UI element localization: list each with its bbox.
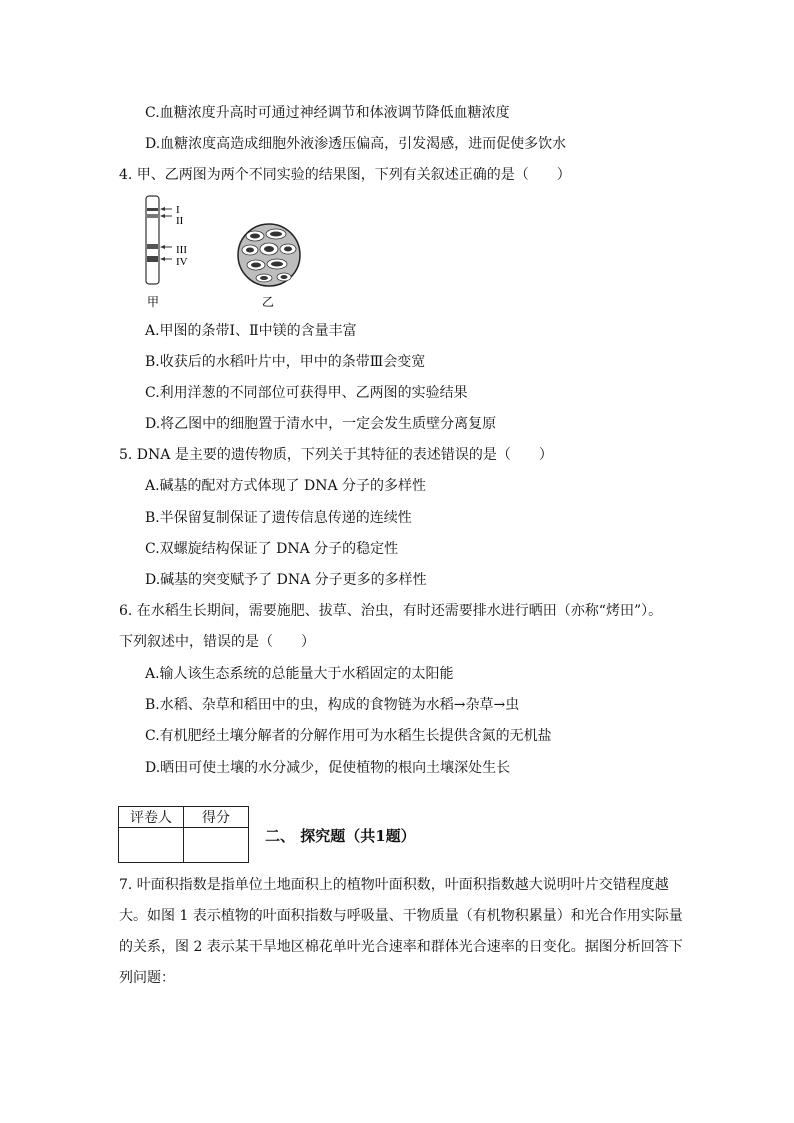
q7-line1: 7. 叶面积指数是指单位土地面积上的植物叶面积数，叶面积指数越大说明叶片交错程度越: [119, 877, 669, 893]
q3-option-d: D.血糖浓度高造成细胞外液渗透压偏高，引发渴感，进而促使多饮水: [145, 136, 567, 152]
band-3-mark: [147, 244, 158, 249]
q6-option-d: D.晒田可使土壤的水分减少，促使植物的根向土壤深处生长: [145, 760, 511, 776]
q7-line4: 列问题：: [119, 970, 175, 986]
score-cell[interactable]: [184, 828, 249, 863]
q5-option-a: A.碱基的配对方式体现了 DNA 分子的多样性: [145, 478, 427, 494]
figure-label-jia: 甲: [147, 295, 160, 309]
grader-header: 评卷人: [119, 807, 184, 828]
q4-option-b: B.收获后的水稻叶片中，甲中的条带Ⅲ会变宽: [145, 354, 426, 370]
band-1-label: I: [176, 204, 180, 216]
q4-figure: [138, 192, 318, 312]
q5-option-d: D.碱基的突变赋予了 DNA 分子更多的多样性: [145, 572, 427, 588]
q6-stem-line1: 6. 在水稻生长期间，需要施肥、拔草、治虫，有时还需要排水进行晒田（亦称“烤田”）。: [119, 603, 663, 619]
q6-option-c: C.有机肥经土壤分解者的分解作用可为水稻生长提供含氮的无机盐: [145, 728, 552, 744]
band-2-label: II: [176, 215, 184, 227]
q6-option-a: A.输人该生态系统的总能量大于水稻固定的太阳能: [145, 666, 454, 682]
q4-option-d: D.将乙图中的细胞置于清水中，一定会发生质壁分离复原: [145, 416, 497, 432]
grade-table: [118, 806, 249, 863]
q4-figure-svg: [138, 192, 318, 312]
q4-stem: 4. 甲、乙两图为两个不同实验的结果图，下列有关叙述正确的是（ ）: [119, 167, 571, 183]
q4-option-c: C.利用洋葱的不同部位可获得甲、乙两图的实验结果: [145, 385, 468, 401]
q7-line2: 大。如图 1 表示植物的叶面积指数与呼吸量、干物质量（有机物积累量）和光合作用实际量: [119, 908, 683, 924]
q3-option-c: C.血糖浓度升高时可通过神经调节和体液调节降低血糖浓度: [145, 105, 510, 121]
q7-line3: 的关系，图 2 表示某干旱地区棉花单叶光合速率和群体光合速率的日变化。据图分析回答下: [119, 939, 683, 955]
figure-label-yi: 乙: [262, 295, 275, 309]
score-header: 得分: [184, 807, 249, 828]
q5-option-b: B.半保留复制保证了遗传信息传递的连续性: [145, 510, 412, 526]
band-2-mark: [147, 214, 158, 218]
band-1-mark: [147, 208, 158, 211]
q6-stem-line2: 下列叙述中，错误的是（ ）: [119, 634, 315, 650]
q5-stem: 5. DNA 是主要的遗传物质，下列关于其特征的表述错误的是（ ）: [119, 447, 553, 463]
section-title: 二、 探究题（共1题）: [265, 827, 416, 845]
band-4-mark: [147, 256, 158, 262]
q6-option-b: B.水稻、杂草和稻田中的虫，构成的食物链为水稻→杂草→虫: [145, 697, 520, 713]
grader-cell[interactable]: [119, 828, 184, 863]
q5-option-c: C.双螺旋结构保证了 DNA 分子的稳定性: [145, 541, 399, 557]
band-3-label: III: [176, 244, 187, 256]
band-4-label: IV: [176, 256, 188, 268]
q4-option-a: A.甲图的条带Ⅰ、Ⅱ中镁的含量丰富: [145, 323, 357, 339]
